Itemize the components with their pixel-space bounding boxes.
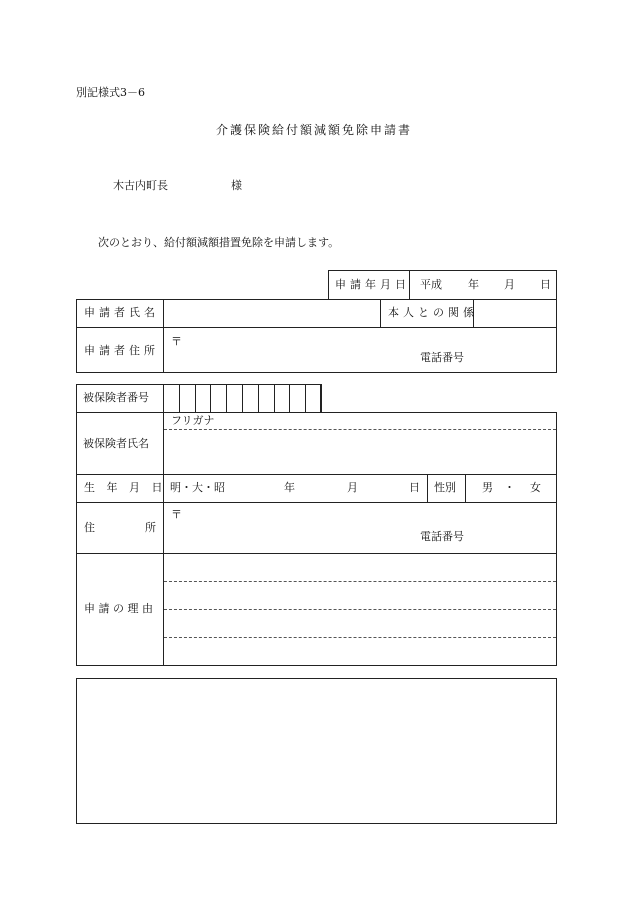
honorific: 様	[231, 179, 242, 192]
applicant-address-field[interactable]	[164, 328, 556, 372]
date-era: 平成	[420, 278, 442, 291]
page-title: 介護保険給付額減額免除申請書	[216, 123, 413, 137]
insured-number-digit-cell[interactable]	[179, 384, 196, 413]
relation-label: 本人との関係	[388, 306, 478, 319]
insured-number-digit-cell[interactable]	[289, 384, 306, 413]
postal-mark: 〒	[171, 335, 182, 348]
insured-number-digit-cell[interactable]	[242, 384, 259, 413]
form-number: 別記様式3－6	[76, 86, 145, 99]
date-day-label: 日	[540, 278, 551, 291]
date-month-label: 月	[504, 278, 515, 291]
insured-number-digit-cell[interactable]	[258, 384, 275, 413]
address-label-2: 所	[145, 521, 156, 534]
insured-number-label: 被保険者番号	[83, 391, 149, 404]
furigana-field[interactable]	[230, 413, 556, 428]
addressee: 木古内町長	[113, 179, 168, 192]
address-label-1: 住	[84, 521, 95, 534]
insured-name-label: 被保険者氏名	[83, 437, 149, 450]
sex-option-male[interactable]: 男	[482, 481, 493, 494]
insured-phone-label: 電話番号	[420, 530, 464, 543]
birth-year-label: 年	[284, 481, 295, 494]
applicant-name-field[interactable]	[164, 300, 379, 326]
date-year-label: 年	[468, 278, 479, 291]
sex-label: 性別	[434, 481, 456, 494]
sex-separator: ・	[504, 481, 515, 494]
birth-day-label: 日	[409, 481, 420, 494]
intro-text: 次のとおり、給付額減額措置免除を申請します。	[98, 236, 340, 249]
insured-number-digit-cell[interactable]	[226, 384, 243, 413]
birth-month-label: 月	[347, 481, 358, 494]
insured-number-digit-cell[interactable]	[305, 384, 322, 413]
phone-label: 電話番号	[420, 351, 464, 364]
birth-era-options: 明・大・昭	[170, 481, 225, 494]
sex-option-female[interactable]: 女	[530, 481, 541, 494]
insured-name-field[interactable]	[164, 431, 556, 473]
furigana-label: フリガナ	[171, 414, 215, 427]
application-date-label: 申請年月日	[335, 278, 410, 291]
insured-number-digit-cell[interactable]	[195, 384, 212, 413]
relation-field[interactable]	[474, 300, 556, 326]
birth-date-label: 生 年 月 日	[84, 481, 167, 494]
insured-address-field[interactable]	[164, 503, 556, 552]
reason-label: 申 請 の 理 由	[84, 602, 153, 615]
applicant-name-label: 申請者氏名	[84, 306, 159, 319]
birth-date-field[interactable]	[164, 475, 426, 501]
insured-postal-mark: 〒	[171, 508, 182, 521]
insured-number-digit-cell[interactable]	[274, 384, 291, 413]
applicant-address-label: 申請者住所	[84, 344, 159, 357]
notes-box[interactable]	[76, 678, 557, 824]
insured-number-digit-cell[interactable]	[210, 384, 227, 413]
insured-number-digit-cell[interactable]	[163, 384, 180, 413]
reason-field[interactable]	[164, 554, 556, 665]
